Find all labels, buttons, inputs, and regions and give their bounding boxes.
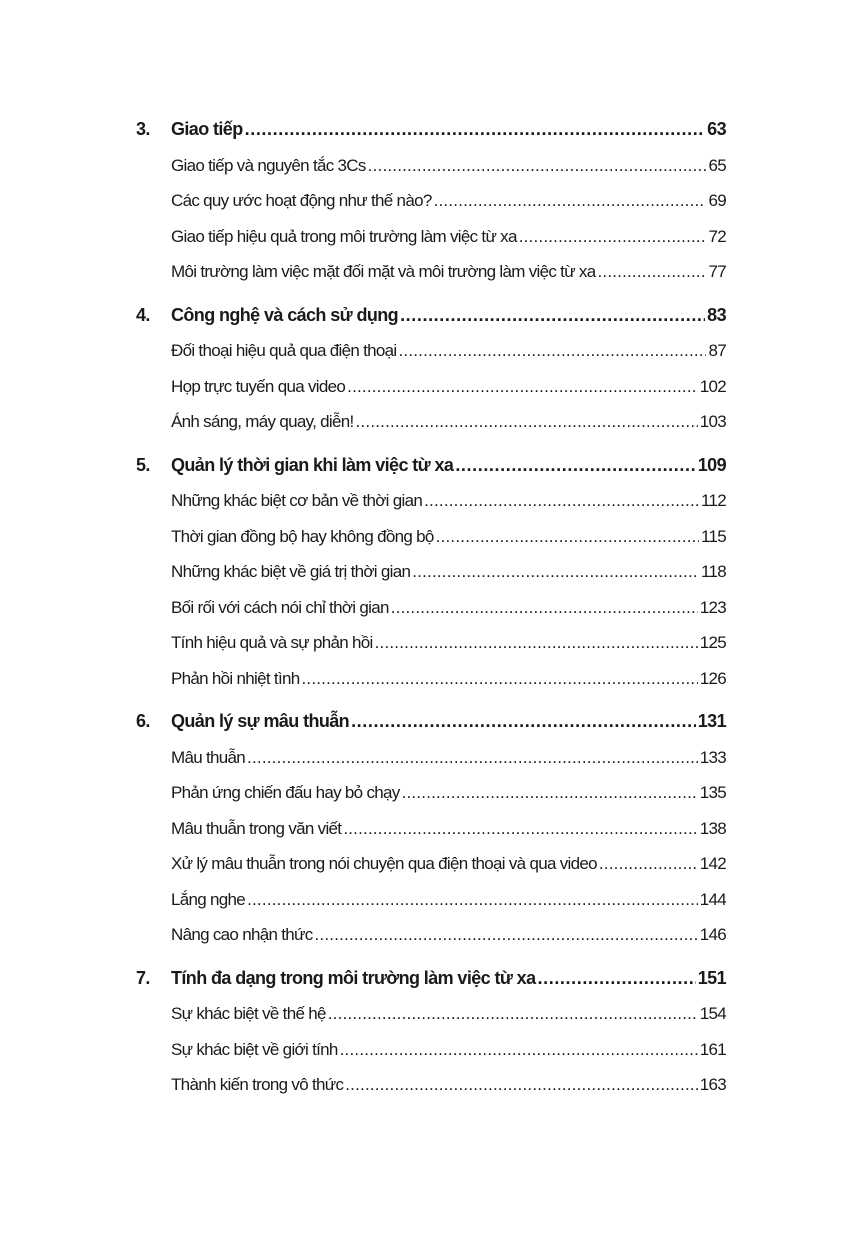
dot-leader bbox=[519, 219, 707, 255]
section-entry[interactable] bbox=[136, 148, 726, 184]
chapter-heading[interactable] bbox=[136, 448, 726, 484]
dot-leader bbox=[356, 404, 698, 440]
section-title: Những khác biệt cơ bản về thời gian bbox=[171, 491, 423, 510]
dot-leader bbox=[347, 369, 698, 405]
section-title: Sự khác biệt về giới tính bbox=[171, 1039, 338, 1059]
section-title: Thời gian đồng bộ hay không đồng bộ bbox=[171, 526, 434, 546]
dot-leader bbox=[328, 996, 698, 1032]
section-entry[interactable] bbox=[136, 590, 726, 626]
chapter-number: 7. bbox=[136, 967, 150, 988]
section-title: Các quy ước hoạt động như thế nào? bbox=[171, 191, 432, 210]
section-entry[interactable] bbox=[136, 775, 726, 811]
section-title: Những khác biệt về giá trị thời gian bbox=[171, 562, 411, 581]
section-entry[interactable] bbox=[136, 404, 726, 440]
dot-leader bbox=[597, 254, 706, 290]
section-title: Môi trường làm việc mặt đối mặt và môi trường làm việc từ xa bbox=[171, 262, 596, 281]
section-page-number: 163 bbox=[699, 1075, 726, 1094]
dot-leader bbox=[301, 661, 697, 697]
section-title: Phản hồi nhiệt tình bbox=[171, 668, 300, 688]
section-page-number: 103 bbox=[699, 412, 726, 431]
section-entry[interactable] bbox=[136, 254, 726, 290]
section-title: Đối thoại hiệu quả qua điện thoại bbox=[171, 341, 397, 360]
section-page-number: 65 bbox=[708, 155, 726, 175]
section-title: Mâu thuẫn bbox=[171, 747, 246, 767]
chapter-page-number: 83 bbox=[707, 304, 726, 325]
chapter-heading[interactable] bbox=[136, 704, 726, 740]
dot-leader bbox=[315, 917, 698, 953]
section-title: Họp trực tuyến qua video bbox=[171, 376, 346, 396]
dot-leader bbox=[247, 882, 698, 918]
dot-leader bbox=[400, 298, 705, 334]
section-entry[interactable] bbox=[136, 625, 726, 661]
chapter-heading[interactable] bbox=[136, 298, 726, 334]
chapter-number: 5. bbox=[136, 454, 150, 475]
dot-leader bbox=[368, 148, 707, 184]
section-page-number: 69 bbox=[708, 191, 726, 210]
section-page-number: 146 bbox=[699, 925, 726, 944]
chapter-heading[interactable] bbox=[136, 112, 726, 148]
dot-leader bbox=[412, 554, 699, 590]
section-page-number: 154 bbox=[699, 1004, 726, 1023]
section-page-number: 118 bbox=[700, 562, 726, 581]
dot-leader bbox=[538, 961, 696, 997]
section-title: Mâu thuẫn trong văn viết bbox=[171, 818, 342, 838]
dot-leader bbox=[402, 775, 698, 811]
dot-leader bbox=[351, 704, 696, 740]
dot-leader bbox=[343, 811, 697, 847]
chapter-page-number: 63 bbox=[707, 119, 726, 139]
chapter bbox=[136, 112, 726, 290]
section-entry[interactable] bbox=[136, 917, 726, 953]
section-entry[interactable] bbox=[136, 1067, 726, 1103]
section-page-number: 77 bbox=[708, 262, 726, 281]
dot-leader bbox=[436, 519, 699, 555]
section-page-number: 126 bbox=[699, 668, 726, 688]
dot-leader bbox=[434, 183, 707, 219]
section-title: Phản ứng chiến đấu hay bỏ chạy bbox=[171, 783, 400, 802]
section-entry[interactable] bbox=[136, 846, 726, 882]
section-page-number: 161 bbox=[699, 1039, 726, 1059]
dot-leader bbox=[455, 448, 695, 484]
dot-leader bbox=[375, 625, 698, 661]
section-entry[interactable] bbox=[136, 811, 726, 847]
chapter-title: Tính đa dạng trong môi trường làm việc từ xa bbox=[171, 967, 536, 988]
chapter-title: Quản lý sự mâu thuẫn bbox=[171, 711, 350, 731]
section-title: Sự khác biệt về thế hệ bbox=[171, 1004, 326, 1023]
chapter-number: 4. bbox=[136, 304, 150, 325]
section-title: Bối rối với cách nói chỉ thời gian bbox=[171, 597, 389, 617]
dot-leader bbox=[391, 590, 698, 626]
chapter-title: Công nghệ và cách sử dụng bbox=[171, 304, 399, 325]
section-entry[interactable] bbox=[136, 661, 726, 697]
section-page-number: 125 bbox=[699, 633, 726, 652]
section-entry[interactable] bbox=[136, 996, 726, 1032]
section-entry[interactable] bbox=[136, 183, 726, 219]
chapter bbox=[136, 704, 726, 953]
section-title: Lắng nghe bbox=[171, 889, 246, 909]
section-page-number: 72 bbox=[708, 226, 726, 246]
chapter-number: 6. bbox=[136, 711, 150, 731]
section-title: Giao tiếp và nguyên tắc 3Cs bbox=[171, 155, 366, 175]
section-page-number: 142 bbox=[699, 854, 726, 873]
chapter-title: Giao tiếp bbox=[171, 119, 243, 139]
chapter-heading[interactable] bbox=[136, 961, 726, 997]
section-page-number: 102 bbox=[699, 376, 726, 396]
section-entry[interactable] bbox=[136, 554, 726, 590]
section-entry[interactable] bbox=[136, 740, 726, 776]
chapter-title: Quản lý thời gian khi làm việc từ xa bbox=[171, 454, 454, 475]
section-entry[interactable] bbox=[136, 369, 726, 405]
section-entry[interactable] bbox=[136, 1032, 726, 1068]
section-title: Xử lý mâu thuẫn trong nói chuyện qua điện thoại và qua video bbox=[171, 854, 597, 873]
section-entry[interactable] bbox=[136, 519, 726, 555]
dot-leader bbox=[245, 112, 706, 148]
section-title: Tính hiệu quả và sự phản hồi bbox=[171, 633, 373, 652]
section-page-number: 115 bbox=[700, 526, 726, 546]
section-page-number: 123 bbox=[699, 597, 726, 617]
dot-leader bbox=[599, 846, 698, 882]
dot-leader bbox=[247, 740, 698, 776]
section-title: Ánh sáng, máy quay, diễn! bbox=[171, 412, 354, 431]
dot-leader bbox=[340, 1032, 698, 1068]
chapter bbox=[136, 448, 726, 697]
chapter-page-number: 109 bbox=[697, 454, 726, 475]
section-page-number: 133 bbox=[699, 747, 726, 767]
dot-leader bbox=[398, 333, 706, 369]
section-entry[interactable] bbox=[136, 219, 726, 255]
chapter-page-number: 151 bbox=[697, 967, 726, 988]
section-entry[interactable] bbox=[136, 483, 726, 519]
table-of-contents bbox=[136, 112, 726, 1111]
section-title: Nâng cao nhận thức bbox=[171, 925, 313, 944]
section-title: Thành kiến trong vô thức bbox=[171, 1075, 344, 1094]
dot-leader bbox=[424, 483, 699, 519]
section-title: Giao tiếp hiệu quả trong môi trường làm việc từ xa bbox=[171, 226, 517, 246]
dot-leader bbox=[345, 1067, 697, 1103]
section-page-number: 138 bbox=[699, 818, 726, 838]
section-page-number: 87 bbox=[708, 341, 726, 360]
chapter bbox=[136, 961, 726, 1103]
section-page-number: 144 bbox=[699, 889, 726, 909]
section-entry[interactable] bbox=[136, 882, 726, 918]
section-page-number: 135 bbox=[699, 783, 726, 802]
chapter bbox=[136, 298, 726, 440]
section-entry[interactable] bbox=[136, 333, 726, 369]
section-page-number: 112 bbox=[700, 491, 726, 510]
chapter-number: 3. bbox=[136, 119, 150, 139]
chapter-page-number: 131 bbox=[697, 711, 726, 731]
